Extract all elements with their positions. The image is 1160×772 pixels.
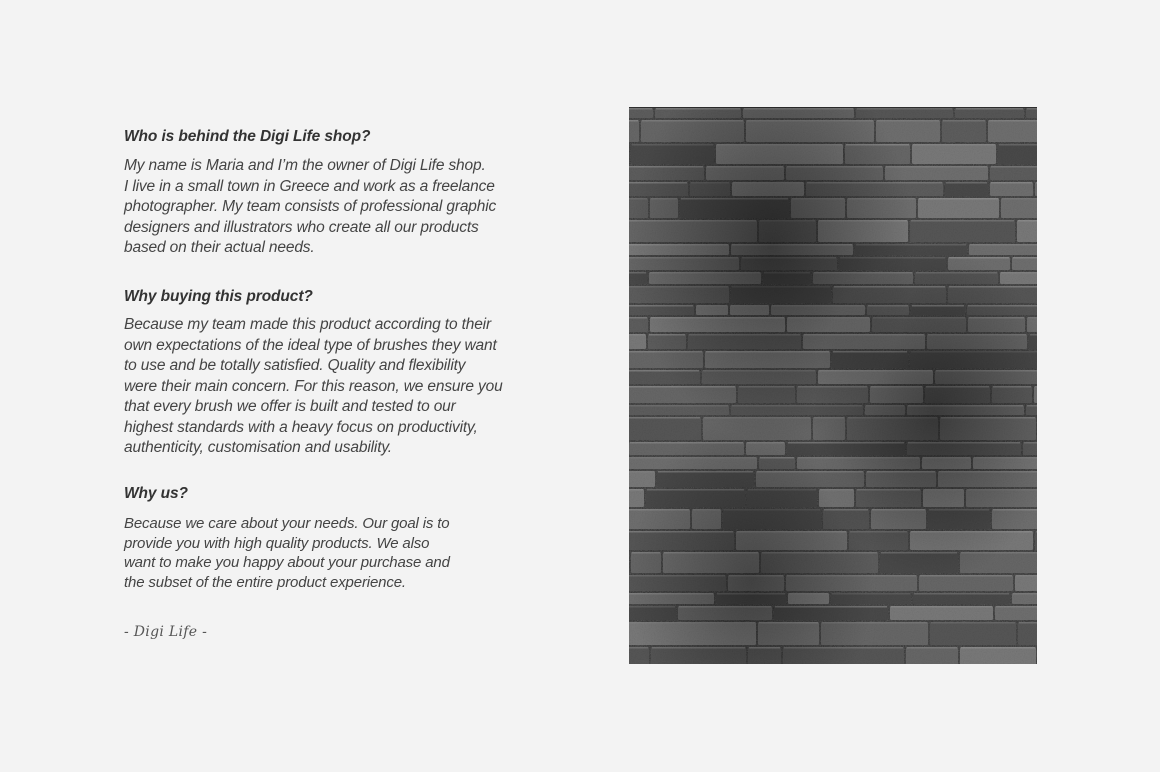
- section-body-who: My name is Maria and I’m the owner of Digi Life shop. I live in a small town in Greece and work as a freelance photographer. My team consists of professional graphic designers and illustrators who create all our products based on their actual needs.: [124, 157, 497, 256]
- stone-wall-image: [629, 107, 1037, 664]
- signature: - Digi Life -: [124, 624, 208, 640]
- section-heading-why-product: Why buying this product?: [124, 288, 313, 305]
- section-heading-why-us: Why us?: [124, 485, 188, 502]
- section-body-why-us: Because we care about your needs. Our goal is to provide you with high quality products. We also want to make you happy about your purchase and the subset of the entire product experience.: [124, 515, 450, 591]
- stone-wall-texture: [629, 107, 1037, 664]
- section-heading-who: Who is behind the Digi Life shop?: [124, 128, 371, 145]
- section-body-why-product: Because my team made this product according to their own expectations of the ideal type of brushes they want to use and be totally satisfied. Quality and flexibility were their main concern. For this reason, we ensure you that every brush we offer is built and tested to our highest standards with a heavy focus on productivity, authenticity, customisation and usability.: [124, 316, 503, 456]
